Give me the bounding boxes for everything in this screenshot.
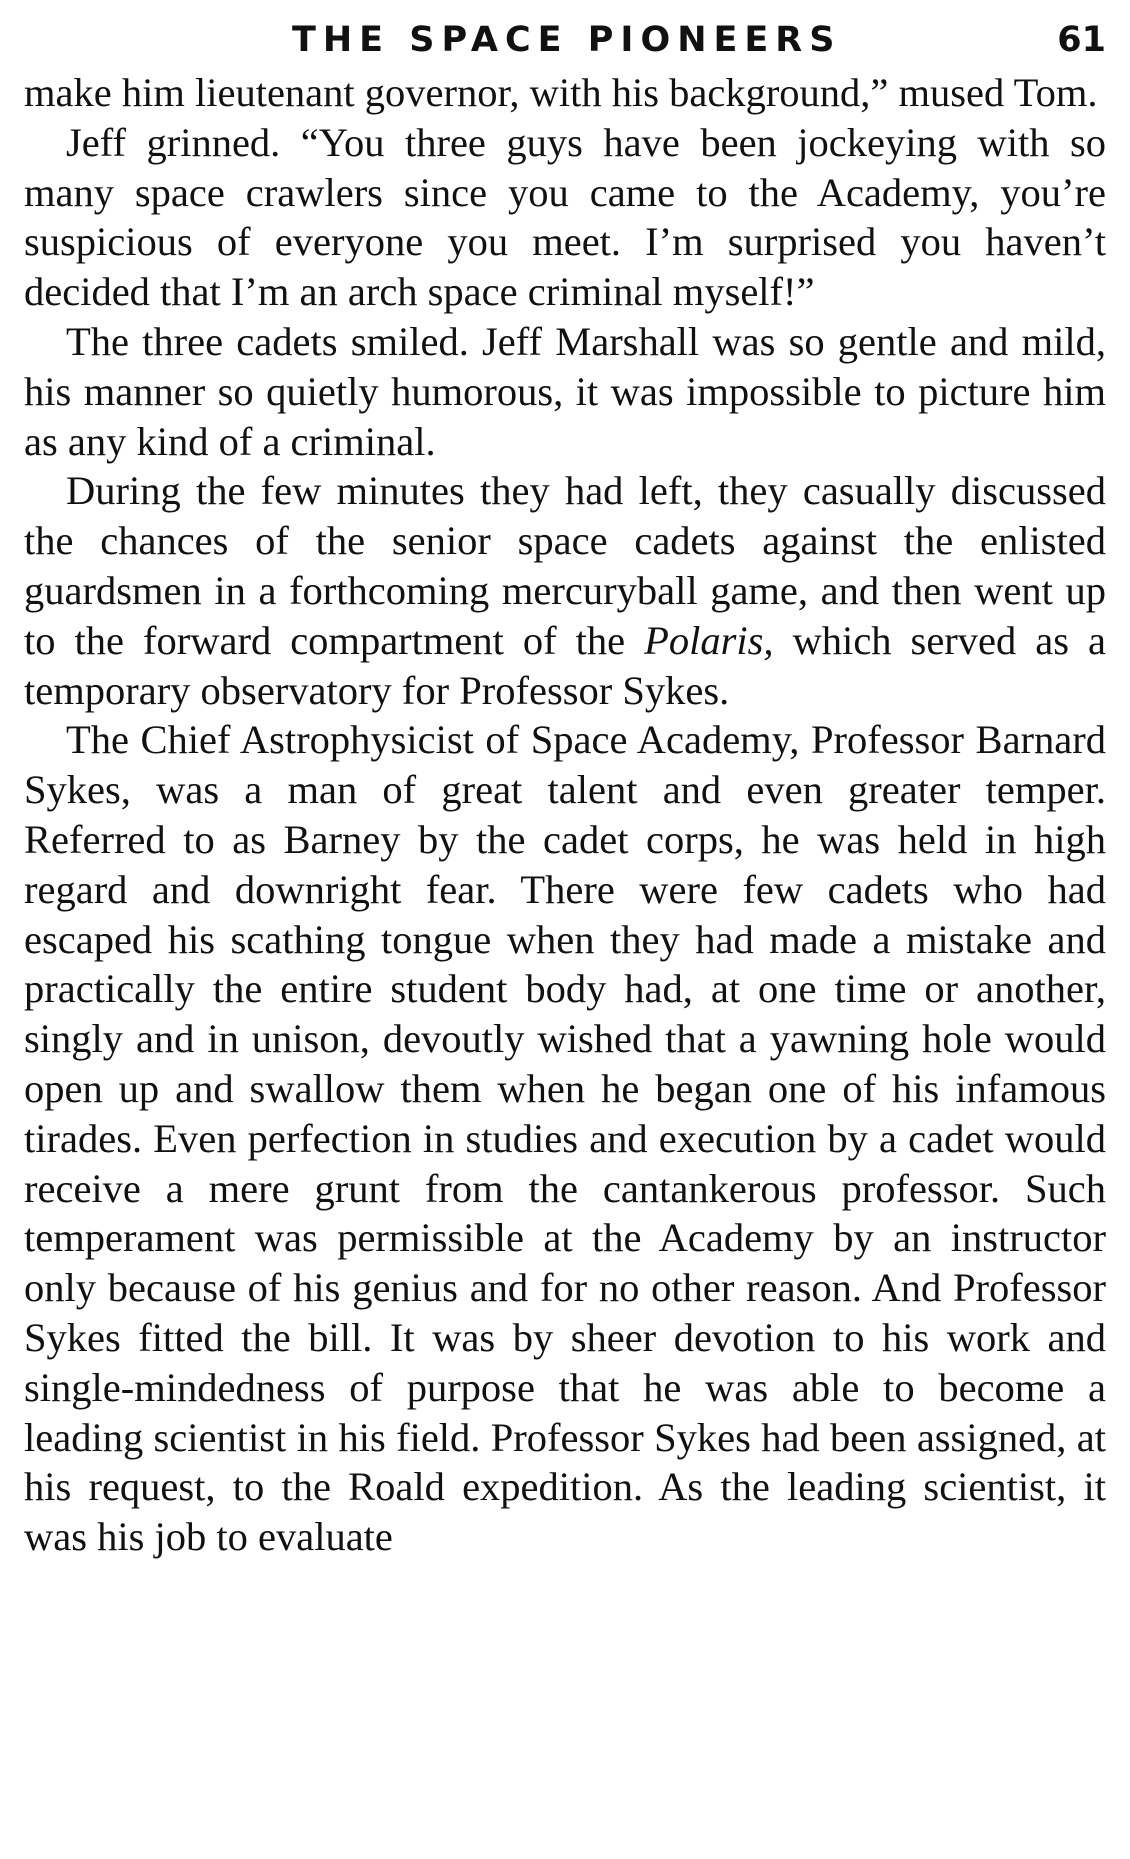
paragraph: The three cadets smiled. Jeff Marshall was so gentle and mild, his manner so quietly humorous, it was impossible to picture him as any kind of a criminal. [24,318,1106,464]
ship-name: Polaris, [644,617,774,663]
running-head [24,14,1106,66]
body-text [24,68,1106,1562]
paragraph [24,466,1106,715]
book-page [24,14,1106,1844]
page-number: 61 [1057,20,1106,60]
book-title: THE SPACE PIONEERS [292,20,842,60]
paragraph: The Chief Astrophysicist of Space Academy, Professor Barnard Sykes, was a man of great talent and even greater temper. Referred to as Barney by the cadet corps, he was held in high regard and downright fear. There were few cadets who had escaped his scathing tongue when they had made a mistake and practically the entire student body had, at one time or another, singly and in unison, devoutly wished that a yawning hole would open up and swallow them when he began one of his infamous tirades. Even perfection in studies and execution by a cadet would receive a mere grunt from the cantankerous professor. Such temperament was permissible at the Academy by an instructor only because of his genius and for no other reason. And Professor Sykes fitted the bill. It was by sheer devotion to his work and single-mindedness of purpose that he was able to become a leading scientist in his field. Professor Sykes had been assigned, at his request, to the Roald expedition. As the leading scientist, it was his job to evaluate [24,717,1106,1560]
paragraph: Jeff grinned. “You three guys have been jockeying with so many space crawlers since you came to the Academy, you’re suspicious of everyone you meet. I’m surprised you haven’t decided that I’m an arch space criminal myself!” [24,119,1106,315]
paragraph-text: which served as a temporary observatory for Professor Sykes. [24,617,1106,713]
paragraph-text: During the few minutes they had left, they casually discussed the chances of the senior space cadets against the enlisted guardsmen in a forthcoming mercuryball game, and then went up to the forward compartment of the [24,468,1106,663]
paragraph-continued: make him lieutenant governor, with his background,” mused Tom. [24,70,1098,115]
